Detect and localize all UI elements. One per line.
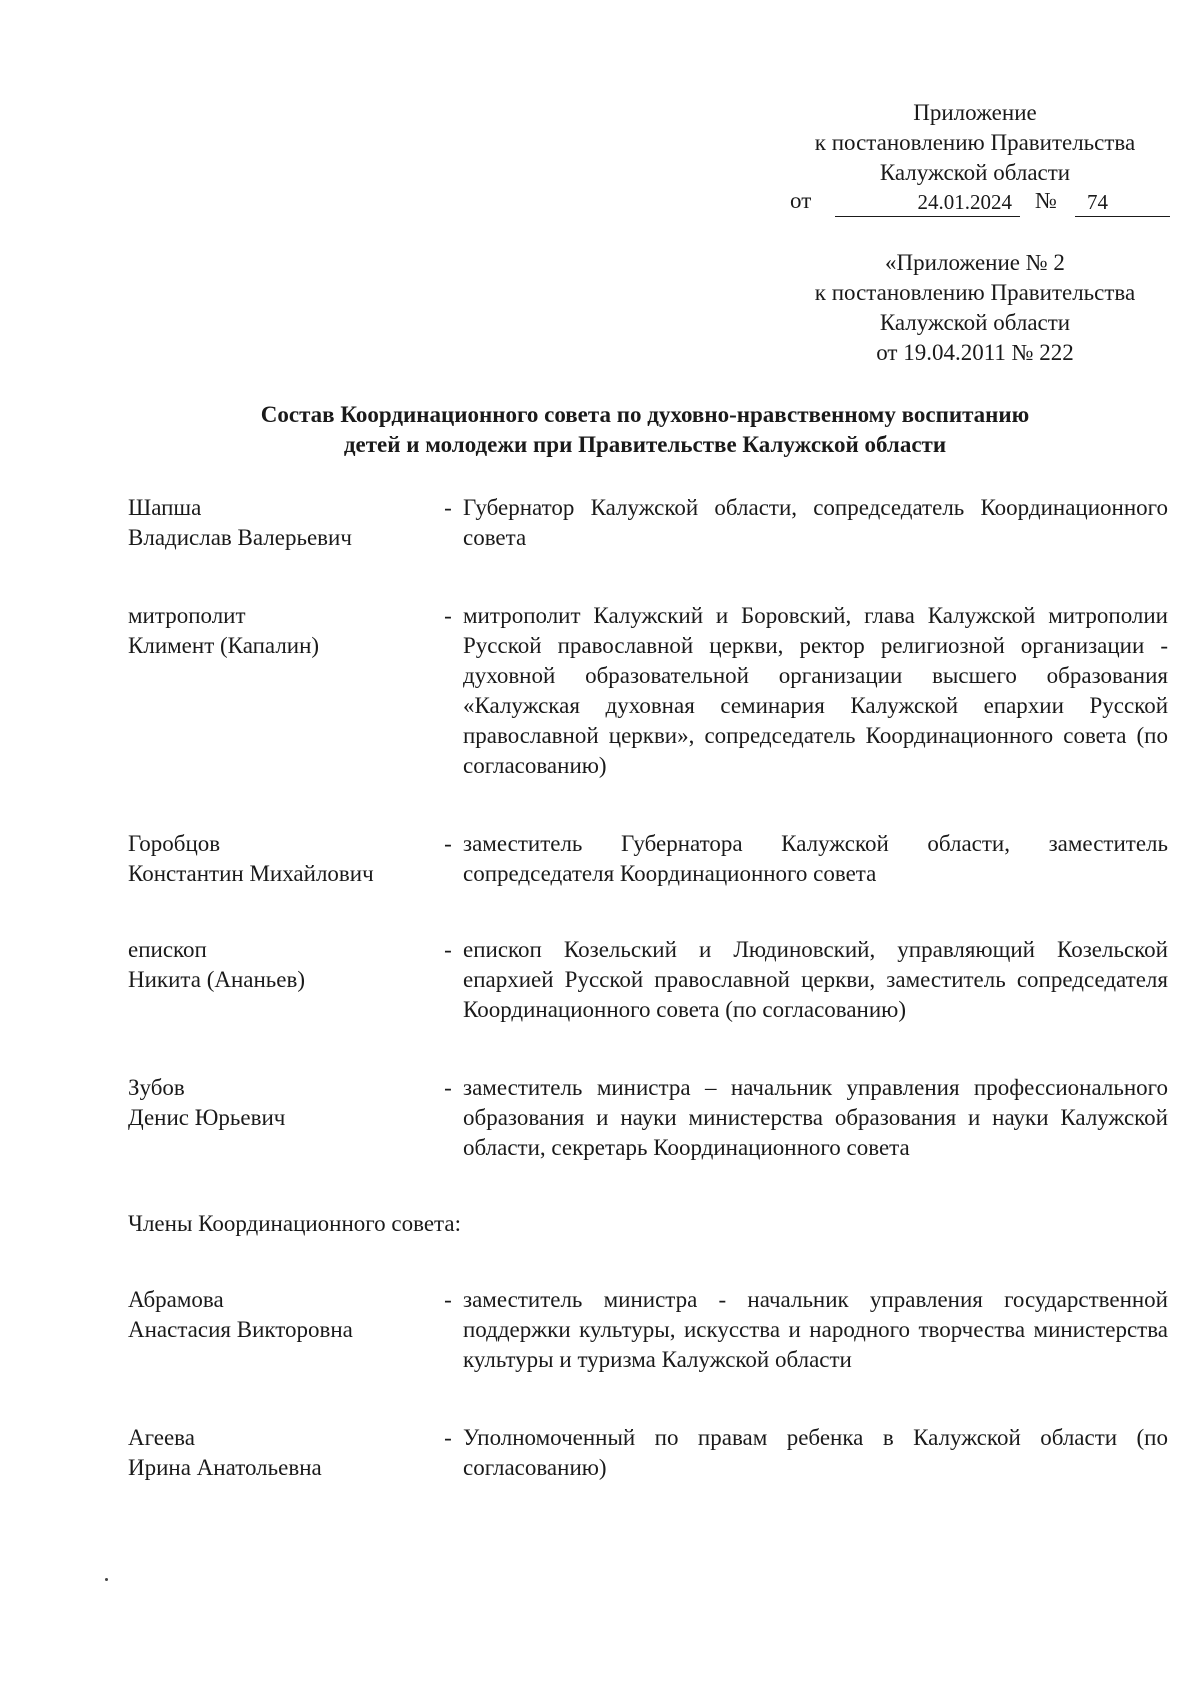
list-item: [128, 1073, 1168, 1163]
document-title-line2: детей и молодежи при Правительстве Калужской области: [343, 432, 947, 457]
member-role: Уполномоченный по правам ребенка в Калужской области (по согласованию): [463, 1425, 1168, 1480]
resolution-number: 74: [1075, 188, 1170, 217]
member-given-names: Константин Михайлович: [128, 861, 374, 886]
separator-dash: -: [444, 1287, 452, 1312]
resolution-date-line: [790, 188, 1170, 218]
member-surname: Зубов: [128, 1075, 185, 1100]
member-surname: Шапша: [128, 495, 202, 520]
appendix2-header-line3: Калужской области: [879, 310, 1071, 335]
list-item: [128, 829, 1168, 889]
separator-dash: -: [444, 603, 452, 628]
document-title-line1: Состав Координационного совета по духовно-нравственному воспитанию: [260, 402, 1030, 427]
member-role: заместитель Губернатора Калужской области, заместитель сопредседателя Координационного совета: [463, 831, 1168, 886]
document-title: [130, 400, 1160, 460]
member-name: [128, 1423, 433, 1483]
appendix2-header-line2: к постановлению Правительства: [814, 280, 1136, 305]
appendix-header-line3: Калужской области: [879, 160, 1071, 185]
members-heading: Члены Координационного совета:: [128, 1211, 461, 1236]
list-item: [128, 601, 1168, 781]
appendix2-header: [760, 248, 1190, 368]
member-given-names: Ирина Анатольевна: [128, 1455, 322, 1480]
appendix2-header-line1: «Приложение № 2: [885, 250, 1065, 275]
appendix2-header-line4: от 19.04.2011 № 222: [876, 340, 1074, 365]
list-item: [128, 1423, 1168, 1483]
date-prefix: от: [790, 188, 812, 213]
member-name: [128, 493, 433, 553]
appendix-header-line1: Приложение: [913, 100, 1037, 125]
member-given-names: Климент (Капалин): [128, 633, 320, 658]
member-role: заместитель министра - начальник управления государственной поддержки культуры, искусства и народного творчества министерства культуры и туризма Калужской области: [463, 1287, 1168, 1372]
council-composition-list: [128, 493, 1168, 1483]
appendix-header-line2: к постановлению Правительства: [814, 130, 1136, 155]
list-item: [128, 1285, 1168, 1375]
scan-speck: [105, 1578, 108, 1581]
separator-dash: -: [444, 1425, 452, 1450]
member-role: Губернатор Калужской области, сопредседатель Координационного совета: [463, 495, 1168, 550]
member-role: заместитель министра – начальник управления профессионального образования и науки министерства образования и науки Калужской области, секретарь Координационного совета: [463, 1075, 1168, 1160]
member-role: митрополит Калужский и Боровский, глава Калужской митрополии Русской православной церкви, ректор религиозной организации - духовной образовательной организации высшего образования «Калужская духовная семинария Калужской епархии Русской православной церкви», сопредседатель Координационного совета (по согласованию): [463, 603, 1168, 778]
resolution-date: 24.01.2024: [835, 188, 1020, 217]
member-name: [128, 1285, 433, 1375]
member-surname: Горобцов: [128, 831, 221, 856]
member-given-names: Денис Юрьевич: [128, 1105, 286, 1130]
member-role: епископ Козельский и Людиновский, управляющий Козельской епархией Русской православной церкви, заместитель сопредседателя Координационного совета (по согласованию): [463, 937, 1168, 1022]
member-given-names: Никита (Ананьев): [128, 967, 306, 992]
member-title: митрополит: [128, 603, 246, 628]
member-name: [128, 935, 433, 1025]
appendix-header: [760, 98, 1190, 188]
separator-dash: -: [444, 1075, 452, 1100]
member-title: епископ: [128, 937, 207, 962]
separator-dash: -: [444, 937, 452, 962]
member-name: [128, 601, 433, 781]
member-name: [128, 829, 433, 889]
member-given-names: Анастасия Викторовна: [128, 1317, 353, 1342]
list-item: [128, 493, 1168, 553]
list-item: [128, 935, 1168, 1025]
number-sign: №: [1035, 188, 1057, 213]
separator-dash: -: [444, 495, 452, 520]
separator-dash: -: [444, 831, 452, 856]
member-name: [128, 1073, 433, 1163]
member-given-names: Владислав Валерьевич: [128, 525, 352, 550]
member-surname: Абрамова: [128, 1287, 224, 1312]
member-surname: Агеева: [128, 1425, 195, 1450]
